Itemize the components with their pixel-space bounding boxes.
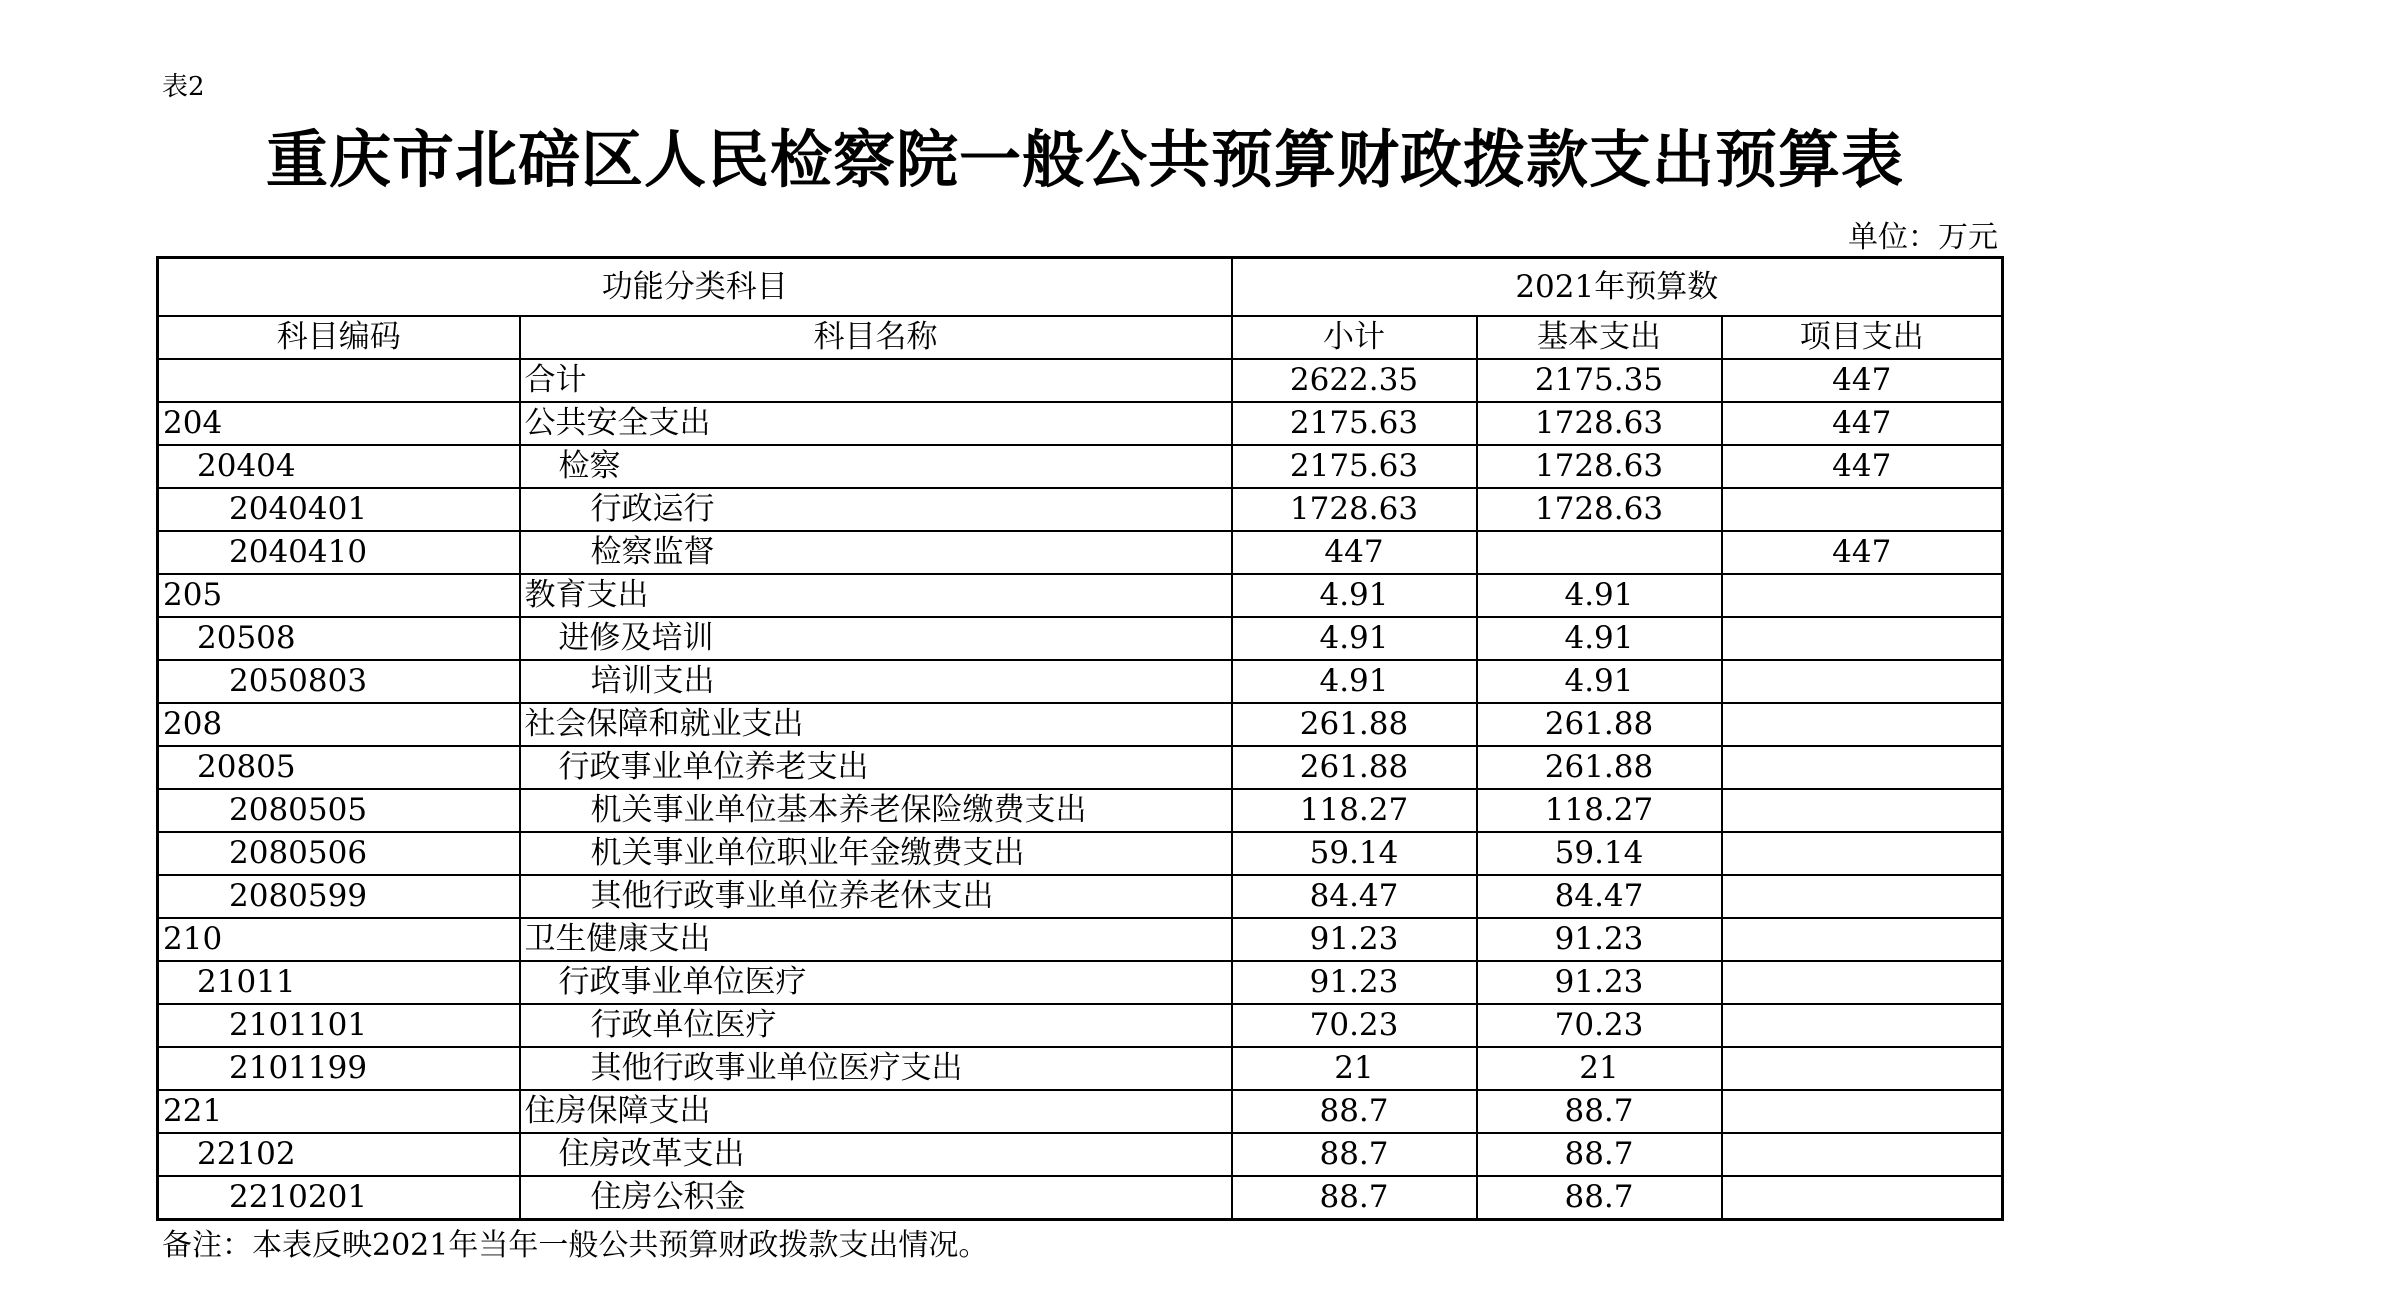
table-row <box>158 703 2003 746</box>
cell-name: 行政事业单位养老支出 <box>520 746 1232 789</box>
cell-subtotal: 261.88 <box>1232 746 1477 789</box>
cell-code: 2040401 <box>158 488 520 531</box>
cell-code: 20508 <box>158 617 520 660</box>
cell-project: 447 <box>1722 531 2003 574</box>
cell-name: 培训支出 <box>520 660 1232 703</box>
table-column-header-row <box>158 316 2003 359</box>
cell-name: 检察 <box>520 445 1232 488</box>
footnote: 备注：本表反映2021年当年一般公共预算财政拨款支出情况。 <box>162 1228 989 1263</box>
cell-basic: 1728.63 <box>1477 488 1722 531</box>
table-body <box>158 359 2003 1220</box>
cell-code: 2210201 <box>158 1176 520 1220</box>
cell-project <box>1722 1047 2003 1090</box>
cell-basic: 21 <box>1477 1047 1722 1090</box>
cell-subtotal: 4.91 <box>1232 574 1477 617</box>
cell-code: 2101101 <box>158 1004 520 1047</box>
table-row <box>158 488 2003 531</box>
cell-name: 其他行政事业单位医疗支出 <box>520 1047 1232 1090</box>
cell-basic: 88.7 <box>1477 1090 1722 1133</box>
cell-project <box>1722 574 2003 617</box>
cell-subtotal: 2622.35 <box>1232 359 1477 402</box>
table-row <box>158 402 2003 445</box>
cell-subtotal: 4.91 <box>1232 617 1477 660</box>
cell-code: 22102 <box>158 1133 520 1176</box>
cell-code: 2080506 <box>158 832 520 875</box>
cell-basic: 70.23 <box>1477 1004 1722 1047</box>
cell-subtotal: 2175.63 <box>1232 402 1477 445</box>
cell-subtotal: 88.7 <box>1232 1090 1477 1133</box>
cell-name: 行政运行 <box>520 488 1232 531</box>
cell-code: 21011 <box>158 961 520 1004</box>
column-header-code: 科目编码 <box>158 316 520 359</box>
cell-name: 住房改革支出 <box>520 1133 1232 1176</box>
cell-subtotal: 91.23 <box>1232 961 1477 1004</box>
table-row <box>158 1090 2003 1133</box>
cell-subtotal: 70.23 <box>1232 1004 1477 1047</box>
cell-project <box>1722 703 2003 746</box>
cell-basic: 261.88 <box>1477 703 1722 746</box>
cell-basic: 1728.63 <box>1477 402 1722 445</box>
cell-basic: 88.7 <box>1477 1176 1722 1220</box>
cell-project <box>1722 918 2003 961</box>
cell-subtotal: 118.27 <box>1232 789 1477 832</box>
table-row <box>158 746 2003 789</box>
table-row <box>158 1133 2003 1176</box>
cell-code: 2080505 <box>158 789 520 832</box>
cell-code: 2101199 <box>158 1047 520 1090</box>
table-group-header-row <box>158 258 2003 317</box>
table-row <box>158 918 2003 961</box>
table-row <box>158 660 2003 703</box>
cell-project <box>1722 961 2003 1004</box>
cell-code: 221 <box>158 1090 520 1133</box>
cell-name: 其他行政事业单位养老休支出 <box>520 875 1232 918</box>
cell-project: 447 <box>1722 445 2003 488</box>
cell-code: 208 <box>158 703 520 746</box>
cell-code: 2080599 <box>158 875 520 918</box>
table-row <box>158 1176 2003 1220</box>
cell-code: 2050803 <box>158 660 520 703</box>
cell-code: 204 <box>158 402 520 445</box>
column-header-basic: 基本支出 <box>1477 316 1722 359</box>
cell-subtotal: 2175.63 <box>1232 445 1477 488</box>
cell-name: 卫生健康支出 <box>520 918 1232 961</box>
cell-name: 检察监督 <box>520 531 1232 574</box>
cell-project <box>1722 1133 2003 1176</box>
cell-basic: 4.91 <box>1477 574 1722 617</box>
group-header-functional-classification: 功能分类科目 <box>158 258 1232 317</box>
cell-name: 机关事业单位职业年金缴费支出 <box>520 832 1232 875</box>
cell-name: 住房保障支出 <box>520 1090 1232 1133</box>
cell-name: 合计 <box>520 359 1232 402</box>
cell-code: 210 <box>158 918 520 961</box>
cell-basic <box>1477 531 1722 574</box>
column-header-name: 科目名称 <box>520 316 1232 359</box>
cell-project <box>1722 660 2003 703</box>
cell-project <box>1722 488 2003 531</box>
cell-subtotal: 21 <box>1232 1047 1477 1090</box>
table-row <box>158 1004 2003 1047</box>
cell-name: 行政单位医疗 <box>520 1004 1232 1047</box>
cell-subtotal: 88.7 <box>1232 1133 1477 1176</box>
cell-name: 公共安全支出 <box>520 402 1232 445</box>
cell-subtotal: 1728.63 <box>1232 488 1477 531</box>
cell-basic: 91.23 <box>1477 918 1722 961</box>
table-row <box>158 574 2003 617</box>
cell-name: 机关事业单位基本养老保险缴费支出 <box>520 789 1232 832</box>
cell-subtotal: 84.47 <box>1232 875 1477 918</box>
cell-project <box>1722 1004 2003 1047</box>
cell-code: 20404 <box>158 445 520 488</box>
cell-project <box>1722 1176 2003 1220</box>
cell-project: 447 <box>1722 402 2003 445</box>
document-title: 重庆市北碚区人民检察院一般公共预算财政拨款支出预算表 <box>265 123 1904 196</box>
table-row <box>158 789 2003 832</box>
table-row <box>158 531 2003 574</box>
cell-subtotal: 4.91 <box>1232 660 1477 703</box>
cell-name: 社会保障和就业支出 <box>520 703 1232 746</box>
table-number: 表2 <box>162 72 205 102</box>
table-row <box>158 875 2003 918</box>
cell-project <box>1722 875 2003 918</box>
cell-subtotal: 261.88 <box>1232 703 1477 746</box>
cell-project <box>1722 617 2003 660</box>
cell-basic: 91.23 <box>1477 961 1722 1004</box>
group-header-budget-2021: 2021年预算数 <box>1232 258 2003 317</box>
cell-basic: 261.88 <box>1477 746 1722 789</box>
cell-basic: 1728.63 <box>1477 445 1722 488</box>
table-row <box>158 961 2003 1004</box>
cell-code: 205 <box>158 574 520 617</box>
cell-subtotal: 59.14 <box>1232 832 1477 875</box>
cell-name: 住房公积金 <box>520 1176 1232 1220</box>
column-header-project: 项目支出 <box>1722 316 2003 359</box>
cell-basic: 84.47 <box>1477 875 1722 918</box>
table-row <box>158 359 2003 402</box>
table-row <box>158 1047 2003 1090</box>
cell-subtotal: 88.7 <box>1232 1176 1477 1220</box>
cell-project: 447 <box>1722 359 2003 402</box>
cell-name: 教育支出 <box>520 574 1232 617</box>
cell-name: 行政事业单位医疗 <box>520 961 1232 1004</box>
column-header-subtotal: 小计 <box>1232 316 1477 359</box>
cell-basic: 2175.35 <box>1477 359 1722 402</box>
cell-code: 20805 <box>158 746 520 789</box>
table-row <box>158 617 2003 660</box>
cell-project <box>1722 746 2003 789</box>
cell-project <box>1722 832 2003 875</box>
cell-project <box>1722 1090 2003 1133</box>
cell-project <box>1722 789 2003 832</box>
cell-basic: 4.91 <box>1477 660 1722 703</box>
cell-code <box>158 359 520 402</box>
budget-table <box>156 256 2004 1221</box>
cell-basic: 4.91 <box>1477 617 1722 660</box>
cell-name: 进修及培训 <box>520 617 1232 660</box>
cell-basic: 118.27 <box>1477 789 1722 832</box>
unit-label: 单位：万元 <box>1848 220 1998 255</box>
table-row <box>158 832 2003 875</box>
cell-code: 2040410 <box>158 531 520 574</box>
cell-subtotal: 91.23 <box>1232 918 1477 961</box>
cell-subtotal: 447 <box>1232 531 1477 574</box>
cell-basic: 88.7 <box>1477 1133 1722 1176</box>
cell-basic: 59.14 <box>1477 832 1722 875</box>
table-row <box>158 445 2003 488</box>
